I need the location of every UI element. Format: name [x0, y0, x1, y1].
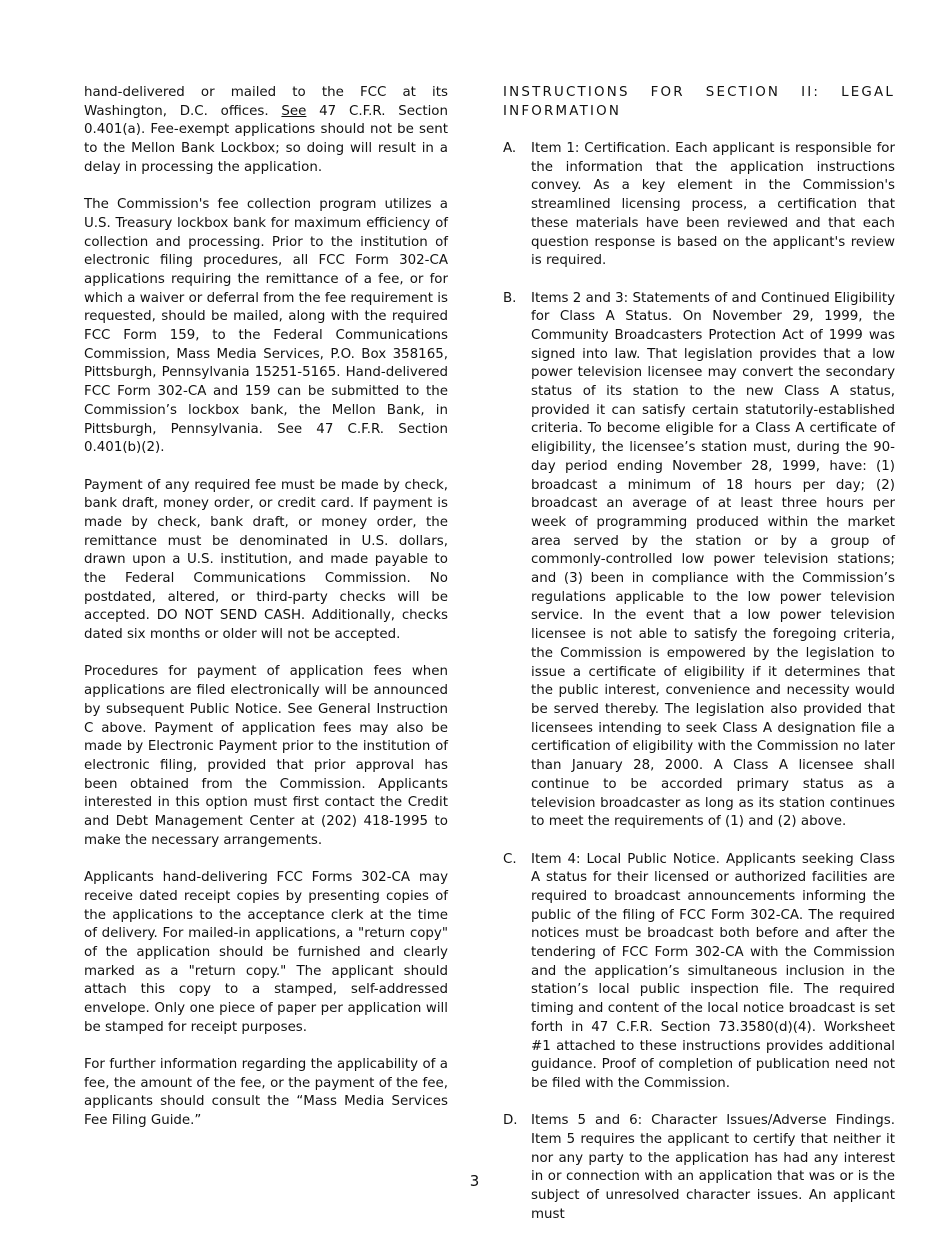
page-number: 3	[469, 1172, 481, 1190]
left-column	[84, 84, 448, 1149]
paragraph-electronic-payment: Procedures for payment of application fees when applications are filed electronically will be announced by subsequent Public Notice. See General Instruction C above. Payment of application fees may also be made by Electronic Payment prior to the institution of electronic filing, provided that prior approval has been obtained from the Commission. Applicants interested in this option must first contact the Credit and Debt Management Center at (202) 418-1995 to make the necessary arrangements.	[84, 664, 448, 848]
item-text: Items 2 and 3: Statements of and Continued Eligibility for Class A Status. On November 29, 1999, the Community Broadcasters Protection Act of 1999 was signed into law. That legislation provides that a low power television licensee may convert the secondary status of its station to the new Class A status, provided it can satisfy certain statutorily-established criteria. To become eligible for a Class A certificate of eligibility, the licensee’s station must, during the 90-day period ending November 28, 1999, have: (1) broadcast a minimum of 18 hours per day; (2) broadcast an average of at least three hours per week of programming produced within the market area served by the station or by a group of commonly-controlled low power television stations; and (3) been in compliance with the Commission’s regulations applicable to the low power television service. In the event that a low power television licensee is not able to satisfy the foregoing criteria, the Commission is empowered by the legislation to issue a certificate of eligibility if it determines that the public interest, convenience and necessity would be served thereby. The legislation also provided that licensees intending to seek Class A designation file a certification of eligibility with the Commission no later than January 28, 2000. A Class A licensee shall continue to be accorded primary status as a television broadcaster as long as its station continues to meet the requirements of (1) and (2) above.	[531, 290, 895, 830]
item-text: Item 1: Certification. Each applicant is responsible for the information that the application instructions convey. As a key element in the Commission's streamlined licensing process, a certification that these materials have been reviewed and that each question response is based on the applicant's review is required.	[531, 141, 895, 269]
see-citation: See	[281, 103, 307, 119]
instruction-item-a	[503, 140, 895, 271]
instruction-item-c	[503, 851, 895, 1094]
item-letter: A.	[503, 141, 517, 156]
paragraph-fee-collection: The Commission's fee collection program utilizes a U.S. Treasury lockbox bank for maximum efficiency of collection and processing. Prior to the institution of electronic filing procedures, all FCC Form 302-CA applications requiring the remittance of a fee, or for which a waiver or deferral from the fee requirement is requested, should be mailed, along with the required FCC Form 159, to the Federal Communications Commission, Mass Media Services, P.O. Box 358165, Pittsburgh, Pennsylvania 15251-5165. Hand-delivered FCC Form 302-CA and 159 can be submitted to the Commission’s lockbox bank, the Mellon Bank, in Pittsburgh, Pennsylvania. See 47 C.F.R. Section 0.401(b)(2).	[84, 197, 448, 456]
paragraph-payment-methods: Payment of any required fee must be made by check, bank draft, money order, or credit card. If payment is made by check, bank draft, or money order, the remittance must be denominated in U.S. dollars, drawn upon a U.S. institution, and made payable to the Federal Communications Commission. No postdated, altered, or third-party checks will be accepted. DO NOT SEND CASH. Additionally, checks dated six months or older will not be accepted.	[84, 477, 448, 643]
right-column	[503, 84, 895, 1243]
item-text: Items 5 and 6: Character Issues/Adverse Findings. Item 5 requires the applicant to certify that neither it nor any party to the application has had any interest in or connection with an application that was or is the subject of unresolved character issues. An applicant must	[531, 1113, 895, 1222]
item-text: Item 4: Local Public Notice. Applicants seeking Class A status for their licensed or authorized facilities are required to broadcast announcements informing the public of the filing of FCC Form 302-CA. The required notices must be broadcast both before and after the tendering of FCC Form 302-CA with the Commission and the application’s simultaneous inclusion in the station’s local public inspection file. The required timing and content of the local notice broadcast is set forth in 47 C.F.R. Section 73.3580(d)(4). Worksheet #1 attached to these instructions provides additional guidance. Proof of completion of publication need not be filed with the Commission.	[531, 851, 895, 1091]
item-letter: D.	[503, 1113, 518, 1129]
item-letter: B.	[503, 290, 517, 306]
section-heading-continued: INFORMATION	[503, 103, 622, 119]
paragraph-further-information: For further information regarding the applicability of a fee, the amount of the fee, or the payment of the fee, applicants should consult the “Mass Media Services Fee Filing Guide.”	[84, 1057, 448, 1129]
paragraph-receipt-copies: Applicants hand-delivering FCC Forms 302-CA may receive dated receipt copies by presenting copies of the applications to the acceptance clerk at the time of delivery. For mailed-in applications, a "return copy" of the application should be furnished and clearly marked as a "return copy." The applicant should attach this copy to a stamped, self-addressed envelope. Only one piece of paper per application will be stamped for receipt purposes.	[84, 870, 448, 1035]
instruction-item-d	[503, 1112, 895, 1224]
instruction-item-b	[503, 290, 895, 832]
item-letter: C.	[503, 851, 517, 867]
paragraph-fcc-offices: hand-delivered or mailed to the FCC at its Washington, D.C. offices. See 47 C.F.R. Section 0.401(a). Fee-exempt applications should not be sent to the Mellon Bank Lockbox; so doing will result in a delay in processing the application.	[84, 85, 448, 175]
section-heading: INSTRUCTIONS FOR SECTION II: LEGAL	[503, 85, 895, 100]
